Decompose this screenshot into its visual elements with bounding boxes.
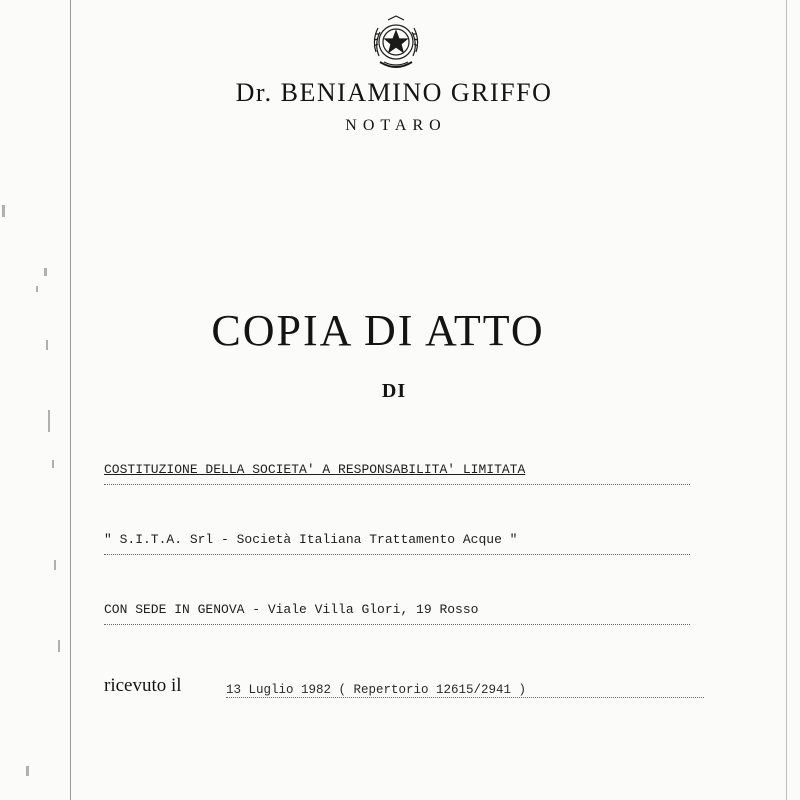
company-name-line xyxy=(104,532,690,555)
received-value: 13 Luglio 1982 ( Repertorio 12615/2941 ) xyxy=(226,683,530,697)
notary-name: Dr. BENIAMINO GRIFFO xyxy=(235,78,553,107)
registered-office-text: CON SEDE IN GENOVA - Viale Villa Glori, 19 Rosso xyxy=(104,602,482,617)
scan-speck xyxy=(54,560,56,570)
scan-speck xyxy=(58,640,60,652)
deed-type-text: COSTITUZIONE DELLA SOCIETA' A RESPONSABILITA' LIMITATA xyxy=(104,462,529,477)
document-title: COPIA DI ATTO xyxy=(211,306,545,355)
registered-office-line xyxy=(104,602,690,625)
scan-speck xyxy=(26,766,29,776)
company-name-text: " S.I.T.A. Srl - Società Italiana Trattamento Acque " xyxy=(104,532,521,547)
scan-speck xyxy=(52,460,54,468)
italian-republic-emblem-icon xyxy=(366,12,426,74)
scan-speck xyxy=(36,286,38,292)
received-line xyxy=(104,675,704,699)
received-label: ricevuto il xyxy=(104,675,182,696)
document-subtitle: DI xyxy=(381,380,407,402)
deed-type-line xyxy=(104,462,690,485)
received-value-line xyxy=(226,683,704,698)
scan-speck xyxy=(2,205,5,217)
notary-title: NOTARO xyxy=(345,117,447,134)
scan-speck xyxy=(44,268,47,276)
scan-speck xyxy=(48,410,50,432)
